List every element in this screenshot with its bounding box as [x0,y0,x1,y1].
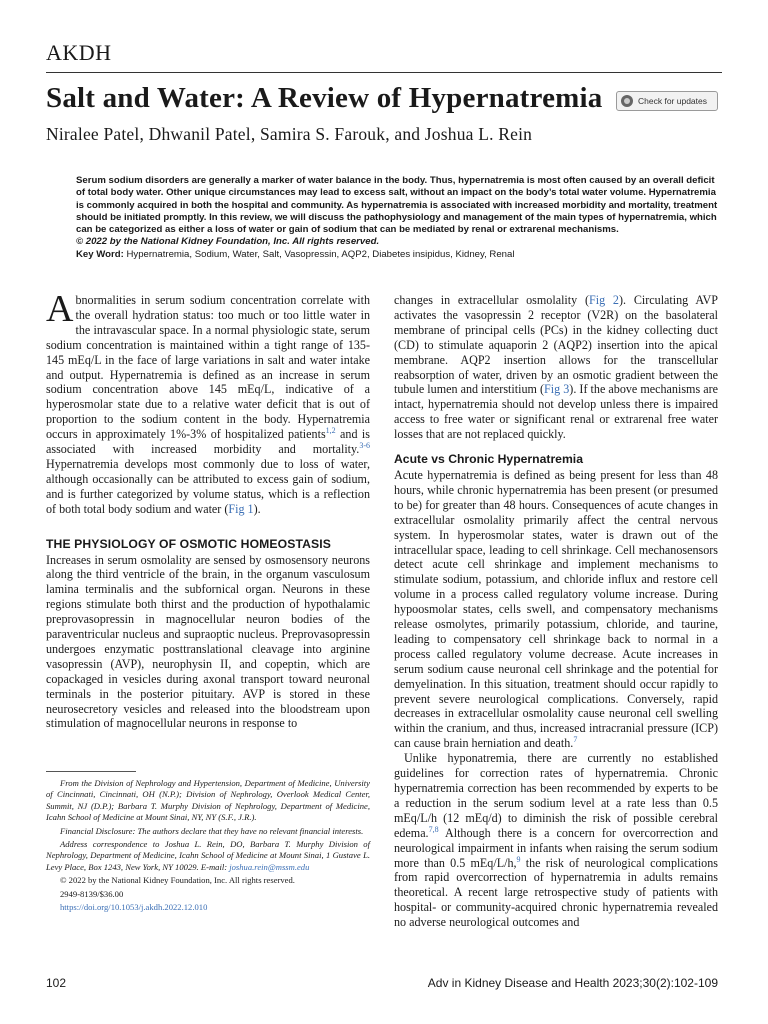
citation-link[interactable]: 7 [573,735,578,745]
correspondence-note [46,839,370,873]
avp-text-1: changes in extracellular osmolality ( [394,293,590,307]
intro-text-1: bnormalities in serum sodium concentration correlate with the overall hydration status: too much or too little water in the intravascular space. In a normal physiologic state, serum sodium concentration is maintained within a tight range of 135-145 mEq/L in the face of large variations in salt and water intake and output. Hypernatremia is defined as an increase in serum sodium concentration above 145 mEq/L, indicative of a hyperosmolar state due to a relative water deficit that is out of proportion to the sodium content in the body. Hypernatremia occurs in approximately 1%-3% of hospitalized patients [46,293,370,442]
abstract-text: Serum sodium disorders are generally a marker of water balance in the body. Thus, hypernatremia is most often caused by an overall deficit of total body water. Other unique circumstances may lead to excess salt, without an impact on the body’s total water volume. Hypernatremia is commonly acquired in both the hospital and community. As hypernatremia is associated with increased morbidity and mortality, treatment should be initiated promptly. In this review, we will discuss the pathophysiology and management of the main types of hypernatremia, which can be categorized as either a loss of water or gain of sodium that can be mediated by renal or extrarenal mechanisms. [76,175,718,236]
doi-paragraph [46,902,370,913]
journal-citation: Adv in Kidney Disease and Health 2023;30(2):102-109 [427,976,718,990]
keywords [76,249,718,261]
avp-text-2: ). Circulating AVP activates the vasopressin 2 receptor (V2R) on the basolateral membrane of principal cells (PCs) in the kidney collecting duct (CD) to stimulate aquaporin 2 (AQP2) insertion into the apical membrane. AQP2 insertion allows for the transcellular reabsorption of water, driven by an osmotic gradient between the tubule lumen and interstitium ( [394,293,718,397]
left-column [46,288,370,731]
avp-paragraph [394,293,718,442]
avp-text-3: ). If the above mechanisms are intact, hypernatremia should not develop unless there is impaired access to free water or significant renal or extrarenal free water losses that are not replaced quickly. [394,382,718,442]
footnotes [46,778,370,915]
physiology-paragraph: Increases in serum osmolality are sensed by osmosensory neurons along the third ventricle of the brain, in the organum vasculosum lamina terminalis and the subfornical organ. Neurons in these regions stimulate both thirst and the production of hypothalamic preprovasopressin in magnocellular neuron bodies of the paraventricular nucleus and supraoptic nucleus. Preprovasopressin undergoes enzymatic posttranslational cleavage into arginine vasopressin (AVP), neurophysin II, and copeptin, which are copackaged in vesicles during axonal transport toward neuronal terminals in the posterior pituitary. AVP is stored in these neurosecretory vesicles and released into the bloodstream upon stimulation of magnocellular neurons in response to [46,552,370,731]
issn: 2949-8139/$36.00 [60,888,124,899]
correction-text-2: Although there is a concern for overcorrection and neurological impairment in infants when raising the serum sodium more than 0.5 mEq/L/h, [394,825,718,870]
article-title: Salt and Water: A Review of Hypernatremia [46,82,603,114]
abstract-copyright: © 2022 by the National Kidney Foundation, Inc. All rights reserved. [76,236,380,248]
check-for-updates-button[interactable] [616,91,718,111]
subsection-heading: Acute vs Chronic Hypernatremia [394,452,583,467]
correction-paragraph [394,751,718,930]
crossmark-icon [621,95,633,107]
check-for-updates-label: Check for updates [638,96,707,106]
keywords-label: Key Word: [76,248,124,260]
footnote-rule [46,771,136,772]
section-heading: THE PHYSIOLOGY OF OSMOTIC HOMEOSTASIS [46,536,331,551]
address-text: Address correspondence to Joshua L. Rein, DO, Barbara T. Murphy Division of Nephrology, Department of Medicine, Icahn School of Medicine at Mount Sinai, 1 Gustave L. Levy Place, Box 1243, New York, NY 10029. E-mail: [46,839,370,872]
doi-link[interactable]: https://doi.org/10.1053/j.akdh.2022.12.010 [60,902,208,913]
figure-link[interactable]: Fig 3 [544,382,570,397]
intro-text-2: and is associated with increased morbidity and mortality. [46,427,370,457]
acute-text: Acute hypernatremia is defined as being present for less than 48 hours, while chronic hypernatremia has been present (or presumed to be) for greater than 48 hours. Consequences of acute changes in extracellular osmolality primarily affect the central nervous system. In hyperosmolar states, water is drawn out of the intracellular space, leading to cell shrinkage. Cell mechanosensors detect acute cell shrinkage and implement mechanisms to stimulate sodium, potassium, and chloride influx and restore cell volume in a process called regulatory volume increase. During hypoosmolar states, cells swell, and compensatory mechanisms release osmolytes, primarily potassium, chloride, and taurine, leading to compensatory cell shrinkage back to normal in a process called regulatory volume decrease. Acute increases in serum sodium cause neuronal cell shrinkage and the potential for demyelination. In this situation, treatment should occur rapidly to prevent severe neurological complications. Conversely, rapid decreases in extracellular osmolality cause neuronal cell swelling within the cranium, and thus, increased intracranial pressure (ICP) can cause brain herniation and death. [394,467,718,751]
header-rule [46,72,722,73]
drop-cap: A [46,288,74,330]
intro-text-4: ). [253,501,261,516]
author-list: Niralee Patel, Dhwanil Patel, Samira S. Farouk, and Joshua L. Rein [46,124,533,144]
correction-text-1: Unlike hyponatremia, there are currently no established guidelines for correction rates of hypernatremia. Chronic hypernatremia correction has been recommended by experts to be a reduction in the serum sodium level at a rate less than 0.5 mEq/L/h (12 mEq/d) to diminish the risk of possible cerebral edema. [394,751,718,840]
citation-link[interactable]: 3-6 [359,441,370,451]
citation-link[interactable]: 9 [516,854,521,864]
correction-text-3: the risk of neurological complications from rapid overcorrection of hypernatremia in adults remains theoretical. A recent large retrospective study of patients with hospital- or community-acquired chronic hypernatremia revealed no adverse neurological outcomes and [394,855,718,930]
figure-link[interactable]: Fig 2 [589,293,619,307]
journal-name: AKDH [46,40,112,65]
page-number: 102 [46,976,67,990]
right-column [394,293,718,930]
footnote-copyright: © 2022 by the National Kidney Foundation, Inc. All rights reserved. [60,875,295,886]
intro-paragraph [46,288,370,517]
affiliation-note: From the Division of Nephrology and Hypertension, Department of Medicine, University of Cincinnati, Cincinnati, OH (N.P.); Division of Nephrology, Overlook Medical Center, Summit, NJ (D.P.); Barbara T. Murphy Division of Nephrology, Department of Medicine, Icahn School of Medicine at Mount Sinai, NY, NY (S.F., J.R.). [46,778,370,823]
intro-text-3: Hypernatremia develops most commonly due to loss of water, although occasionally can be attributed to excess gain of sodium, and is further categorized by volume status, which is a reflection of both total body sodium and water ( [46,456,370,516]
citation-link[interactable]: 1,2 [325,426,336,436]
abstract [76,175,718,261]
acute-chronic-paragraph [394,468,718,751]
email-link[interactable]: joshua.rein@mssm.edu [229,861,310,872]
citation-link[interactable]: 7,8 [428,824,439,834]
figure-link[interactable]: Fig 1 [228,501,254,516]
disclosure-note: Financial Disclosure: The authors declare that they have no relevant financial interests. [60,825,364,836]
keywords-list: Hypernatremia, Sodium, Water, Salt, Vasopressin, AQP2, Diabetes insipidus, Kidney, Renal [126,248,515,260]
